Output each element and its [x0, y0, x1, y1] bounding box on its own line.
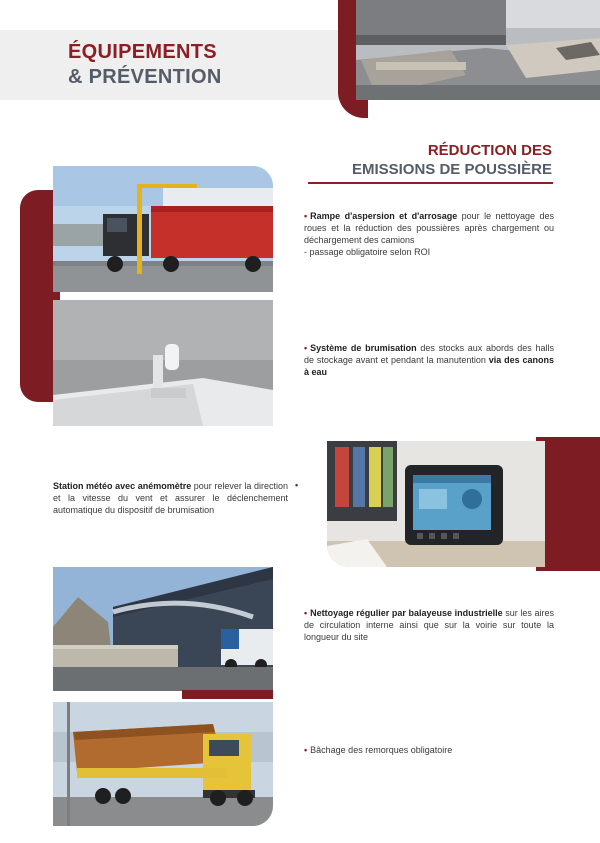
- item-spray-ramp-note: - passage obligatoire selon ROI: [304, 247, 431, 257]
- item-industrial-sweeper: [304, 607, 554, 643]
- item-spray-ramp-text: pour le nettoyage des roues et la réduction des poussières après chargement ou déchargement des camions: [304, 211, 554, 245]
- bullet-icon: •: [304, 211, 308, 221]
- bullet-icon: •: [304, 343, 308, 353]
- bullet-icon: •: [295, 480, 299, 490]
- accent-bar-mid: [182, 690, 273, 699]
- item-misting-strong: Système de brumisation: [310, 343, 417, 353]
- section-title-underline: [308, 182, 553, 184]
- item-spray-ramp: [304, 210, 554, 258]
- item-misting-text: des stocks aux abords des halls de stockage avant et pendant la manutention: [304, 343, 554, 365]
- item-sweeper-strong: Nettoyage régulier par balayeuse industrielle: [310, 608, 503, 618]
- bullet-icon: •: [304, 608, 308, 618]
- item-weather-strong: Station météo avec anémomètre: [53, 481, 192, 491]
- item-misting-strong2: via des canons à eau: [304, 355, 555, 377]
- item-trailer-covering: [304, 744, 554, 756]
- item-trailer-text: Bâchage des remorques obligatoire: [310, 745, 453, 755]
- accent-block-right: [536, 437, 600, 571]
- covered-trailer-truck-photo: [53, 702, 273, 826]
- spray-ramp-truck-photo: [53, 166, 273, 292]
- section-title-line2: EMISSIONS DE POUSSIÈRE: [351, 161, 552, 178]
- misting-warehouse-sweeper-photo: [53, 567, 273, 691]
- item-weather-text: pour relever la direction et la vitesse du vent et assurer le déclenchement automatique du dispositif de brumisation: [53, 481, 288, 515]
- page-title-line1: ÉQUIPEMENTS: [68, 41, 217, 63]
- misting-cannon-photo: [53, 300, 273, 426]
- storage-site-photo: [356, 0, 600, 100]
- weather-station-screen-photo: [327, 441, 545, 567]
- item-sweeper-text: sur les aires de circulation interne ainsi que sur la voirie sur toute la longueur du site: [304, 608, 554, 642]
- page-title-line2: & PRÉVENTION: [68, 66, 222, 88]
- item-misting-system: [304, 342, 554, 378]
- item-spray-ramp-strong: Rampe d'aspersion et d'arrosage: [310, 211, 458, 221]
- page-title: [68, 40, 222, 90]
- section-title-line1: RÉDUCTION DES: [427, 142, 552, 159]
- item-weather-station: [53, 480, 288, 516]
- section-title: [352, 141, 552, 179]
- bullet-icon: •: [304, 745, 308, 755]
